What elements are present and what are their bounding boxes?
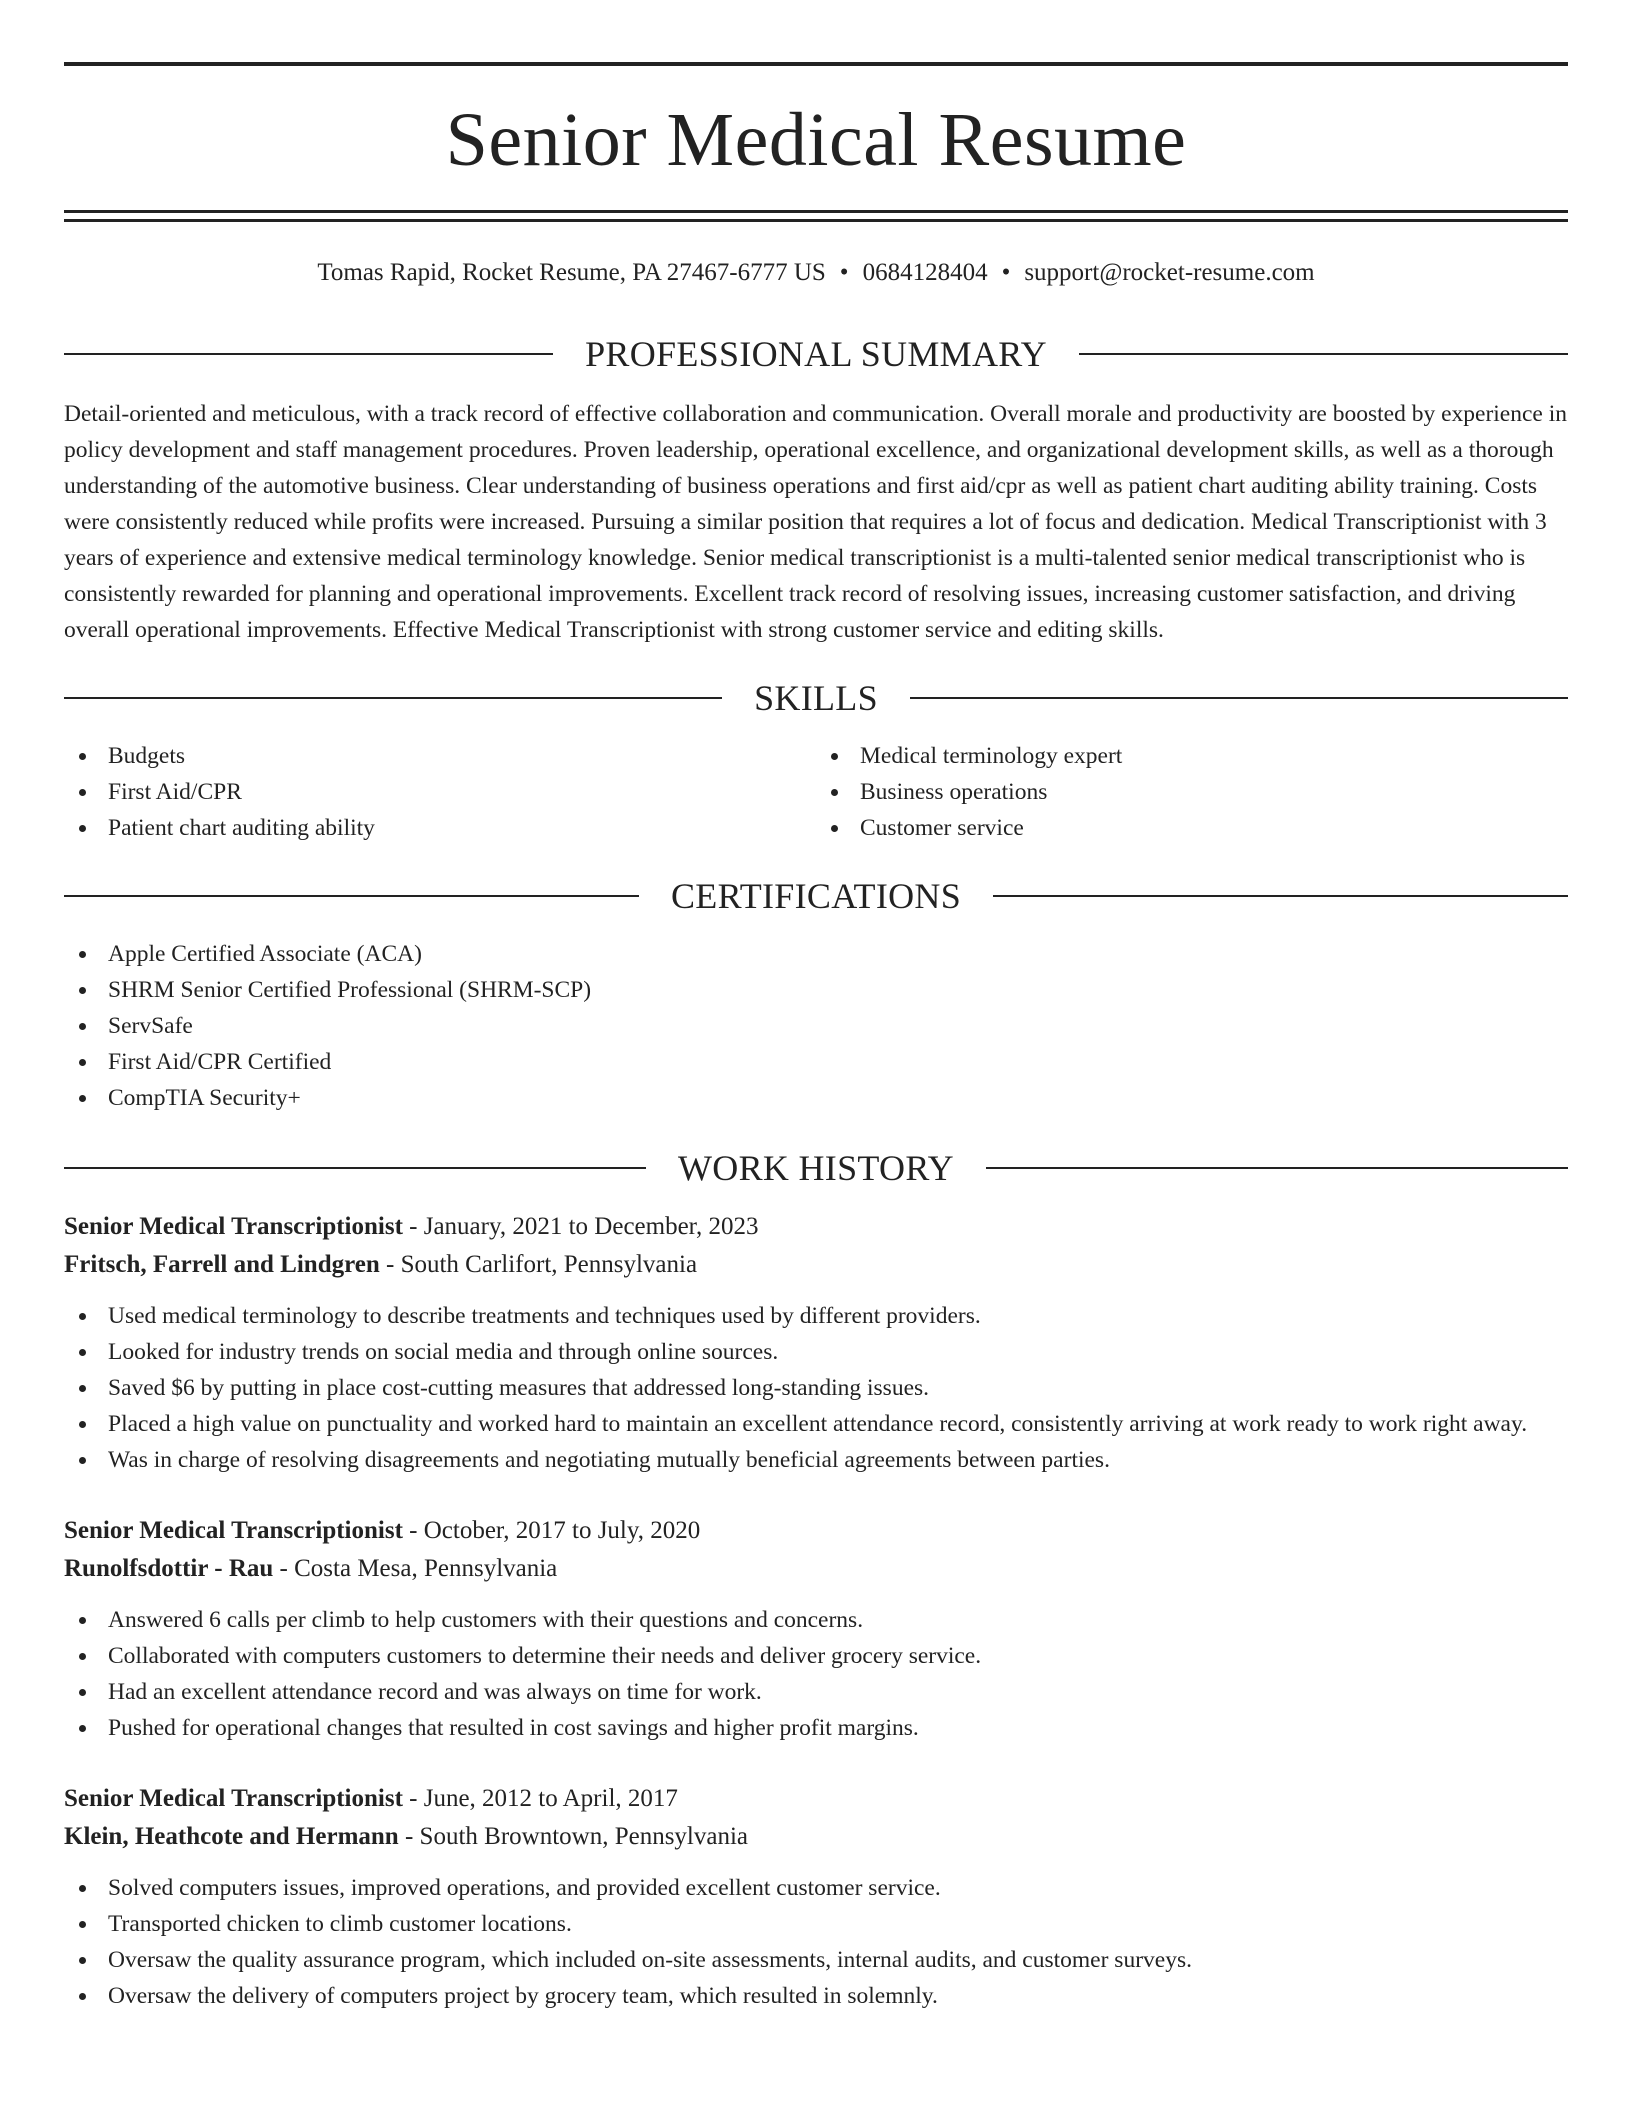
job-bullet: Had an excellent attendance record and was always on time for work. [64, 1674, 1568, 1710]
job-title-line [64, 1780, 1568, 1818]
job-title-line [64, 1208, 1568, 1246]
job-bullet: Oversaw the delivery of computers project by grocery team, which resulted in solemnly. [64, 1978, 1568, 2014]
job-entry [64, 1208, 1568, 1478]
job-title: Senior Medical Transcriptionist [64, 1213, 403, 1240]
skill-item: Customer service [816, 810, 1568, 846]
skill-item: Business operations [816, 774, 1568, 810]
job-bullets [64, 1870, 1568, 2014]
certification-item: Apple Certified Associate (ACA) [64, 936, 1568, 972]
contact-separator: • [1001, 259, 1011, 286]
job-bullet: Collaborated with computers customers to determine their needs and deliver grocery service. [64, 1638, 1568, 1674]
certification-item: First Aid/CPR Certified [64, 1044, 1568, 1080]
job-dates: - June, 2012 to April, 2017 [402, 1785, 678, 1812]
section-rule [64, 697, 722, 699]
section-rule [64, 1167, 646, 1169]
job-company: Fritsch, Farrell and Lindgren [64, 1251, 380, 1278]
skill-item: Medical terminology expert [816, 738, 1568, 774]
contact-address: Tomas Rapid, Rocket Resume, PA 27467-6777 US [317, 259, 826, 286]
skill-item: First Aid/CPR [64, 774, 816, 810]
section-rule [1079, 353, 1568, 355]
job-entry [64, 1512, 1568, 1746]
section-rule [910, 697, 1568, 699]
section-title-summary: PROFESSIONAL SUMMARY [585, 334, 1047, 374]
job-title: Senior Medical Transcriptionist [64, 1517, 403, 1544]
skills-column-left [64, 738, 816, 846]
job-bullet: Transported chicken to climb customer locations. [64, 1906, 1568, 1942]
skills-column-right [816, 738, 1568, 846]
job-dates: - October, 2017 to July, 2020 [402, 1517, 701, 1544]
job-bullet: Oversaw the quality assurance program, which included on-site assessments, internal audits, and customer surveys. [64, 1942, 1568, 1978]
job-bullet: Used medical terminology to describe treatments and techniques used by different providers. [64, 1298, 1568, 1334]
section-header-certifications [64, 876, 1568, 916]
certification-item: CompTIA Security+ [64, 1080, 1568, 1116]
contact-email: support@rocket-resume.com [1024, 259, 1315, 286]
section-title-skills: SKILLS [754, 678, 878, 718]
job-company: Runolfsdottir - Rau [64, 1555, 274, 1582]
certification-item: SHRM Senior Certified Professional (SHRM-SCP) [64, 972, 1568, 1008]
certifications-list [64, 936, 1568, 1116]
job-bullets [64, 1602, 1568, 1746]
job-title-line [64, 1512, 1568, 1550]
job-title: Senior Medical Transcriptionist [64, 1785, 403, 1812]
job-bullet: Pushed for operational changes that resulted in cost savings and higher profit margins. [64, 1710, 1568, 1746]
skills-list [64, 738, 1568, 846]
resume-title: Senior Medical Resume [445, 98, 1187, 182]
job-bullet: Was in charge of resolving disagreements and negotiating mutually beneficial agreements between parties. [64, 1442, 1568, 1478]
job-company-line [64, 1818, 1568, 1856]
contact-separator: • [839, 259, 849, 286]
job-bullet: Answered 6 calls per climb to help customers with their questions and concerns. [64, 1602, 1568, 1638]
section-rule [64, 353, 553, 355]
summary-text: Detail-oriented and meticulous, with a track record of effective collaboration and communication. Overall morale and productivity are boosted by experience in policy development and staff management procedures. Proven leadership, operational excellence, and organizational development skills, as well as a thorough understanding of the automotive business. Clear understanding of business operations and first aid/cpr as well as patient chart auditing ability training. Costs were consistently reduced while profits were increased. Pursuing a similar position that requires a lot of focus and dedication. Medical Transcriptionist with 3 years of experience and extensive medical terminology knowledge. Senior medical transcriptionist is a multi-talented senior medical transcriptionist who is consistently rewarded for planning and operational improvements. Excellent track record of resolving issues, increasing customer satisfaction, and driving overall operational improvements. Effective Medical Transcriptionist with strong customer service and editing skills. [64, 401, 1568, 643]
section-rule [993, 895, 1568, 897]
skill-item: Budgets [64, 738, 816, 774]
job-entry [64, 1780, 1568, 2014]
job-bullet: Solved computers issues, improved operations, and provided excellent customer service. [64, 1870, 1568, 1906]
job-company-line [64, 1246, 1568, 1284]
job-bullet: Placed a high value on punctuality and worked hard to maintain an excellent attendance record, consistently arriving at work ready to work right away. [64, 1406, 1568, 1442]
job-location: - South Carlifort, Pennsylvania [379, 1251, 698, 1278]
title-double-rule [64, 210, 1568, 222]
job-location: - South Browntown, Pennsylvania [398, 1823, 749, 1850]
certification-item: ServSafe [64, 1008, 1568, 1044]
section-header-work [64, 1148, 1568, 1188]
job-company-line [64, 1550, 1568, 1588]
section-rule [64, 895, 639, 897]
skill-item: Patient chart auditing ability [64, 810, 816, 846]
job-bullets [64, 1298, 1568, 1478]
job-bullet: Looked for industry trends on social media and through online sources. [64, 1334, 1568, 1370]
contact-line [64, 258, 1568, 288]
job-location: - Costa Mesa, Pennsylvania [273, 1555, 558, 1582]
section-rule [986, 1167, 1568, 1169]
section-header-skills [64, 678, 1568, 718]
section-title-work: WORK HISTORY [678, 1148, 954, 1188]
job-company: Klein, Heathcote and Hermann [64, 1823, 399, 1850]
job-bullet: Saved $6 by putting in place cost-cutting measures that addressed long-standing issues. [64, 1370, 1568, 1406]
section-header-summary [64, 334, 1568, 374]
contact-phone: 0684128404 [862, 259, 988, 286]
work-history [64, 1208, 1568, 2014]
job-dates: - January, 2021 to December, 2023 [402, 1213, 759, 1240]
top-rule [64, 62, 1568, 66]
section-title-certifications: CERTIFICATIONS [670, 876, 962, 916]
